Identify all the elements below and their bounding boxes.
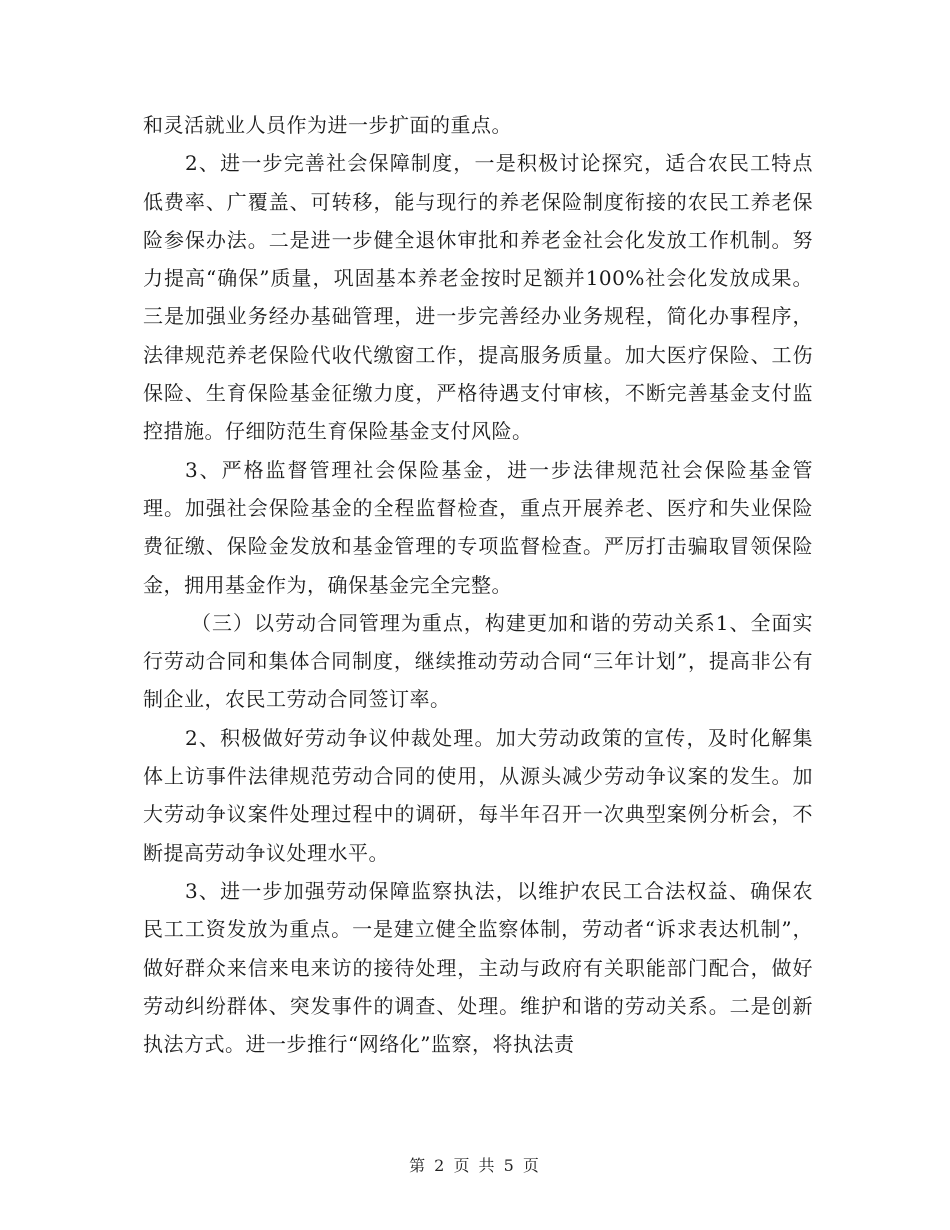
paragraph-labor-contract-section: （三）以劳动合同管理为重点，构建更加和谐的劳动关系1、全面实行劳动合同和集体合同制度，继续推动劳动合同“三年计划”，提高非公有制企业，农民工劳动合同签订率。 bbox=[143, 610, 813, 712]
document-body bbox=[143, 106, 813, 1063]
paragraph-continuation: 和灵活就业人员作为进一步扩面的重点。 bbox=[143, 113, 512, 137]
paragraph-labor-inspection: 3、进一步加强劳动保障监察执法，以维护农民工合法权益、确保农民工工资发放为重点。一是建立健全监察体制，劳动者“诉求表达机制”，做好群众来信来电来访的接待处理，主动与政府有关职能部门配合，做好劳动纠纷群体、突发事件的调查、处理。维护和谐的劳动关系。二是创新执法方式。进一步推行“网络化”监察，将执法责 bbox=[143, 878, 813, 1057]
paragraph-fund-supervision: 3、严格监督管理社会保险基金，进一步法律规范社会保险基金管理。加强社会保险基金的全程监督检查，重点开展养老、医疗和失业保险费征缴、保险金发放和基金管理的专项监督检查。严厉打击骗取冒领保险金，拥用基金作为，确保基金完全完整。 bbox=[143, 457, 813, 597]
paragraph-labor-dispute: 2、积极做好劳动争议仲裁处理。加大劳动政策的宣传，及时化解集体上访事件法律规范劳动合同的使用，从源头减少劳动争议案的发生。加大劳动争议案件处理过程中的调研，每半年召开一次典型案例分析会，不断提高劳动争议处理水平。 bbox=[143, 725, 813, 865]
paragraph-social-security-system: 2、进一步完善社会保障制度，一是积极讨论探究，适合农民工特点低费率、广覆盖、可转移，能与现行的养老保险制度衔接的农民工养老保险参保办法。二是进一步健全退休审批和养老金社会化发放工作机制。努力提高“确保”质量，巩固基本养老金按时足额并100%社会化发放成果。三是加强业务经办基础管理，进一步完善经办业务规程，简化办事程序，法律规范养老保险代收代缴窗工作，提高服务质量。加大医疗保险、工伤保险、生育保险基金征缴力度，严格待遇支付审核，不断完善基金支付监控措施。仔细防范生育保险基金支付风险。 bbox=[143, 151, 813, 444]
page-number-footer: 第 2 页 共 5 页 bbox=[409, 1156, 541, 1175]
